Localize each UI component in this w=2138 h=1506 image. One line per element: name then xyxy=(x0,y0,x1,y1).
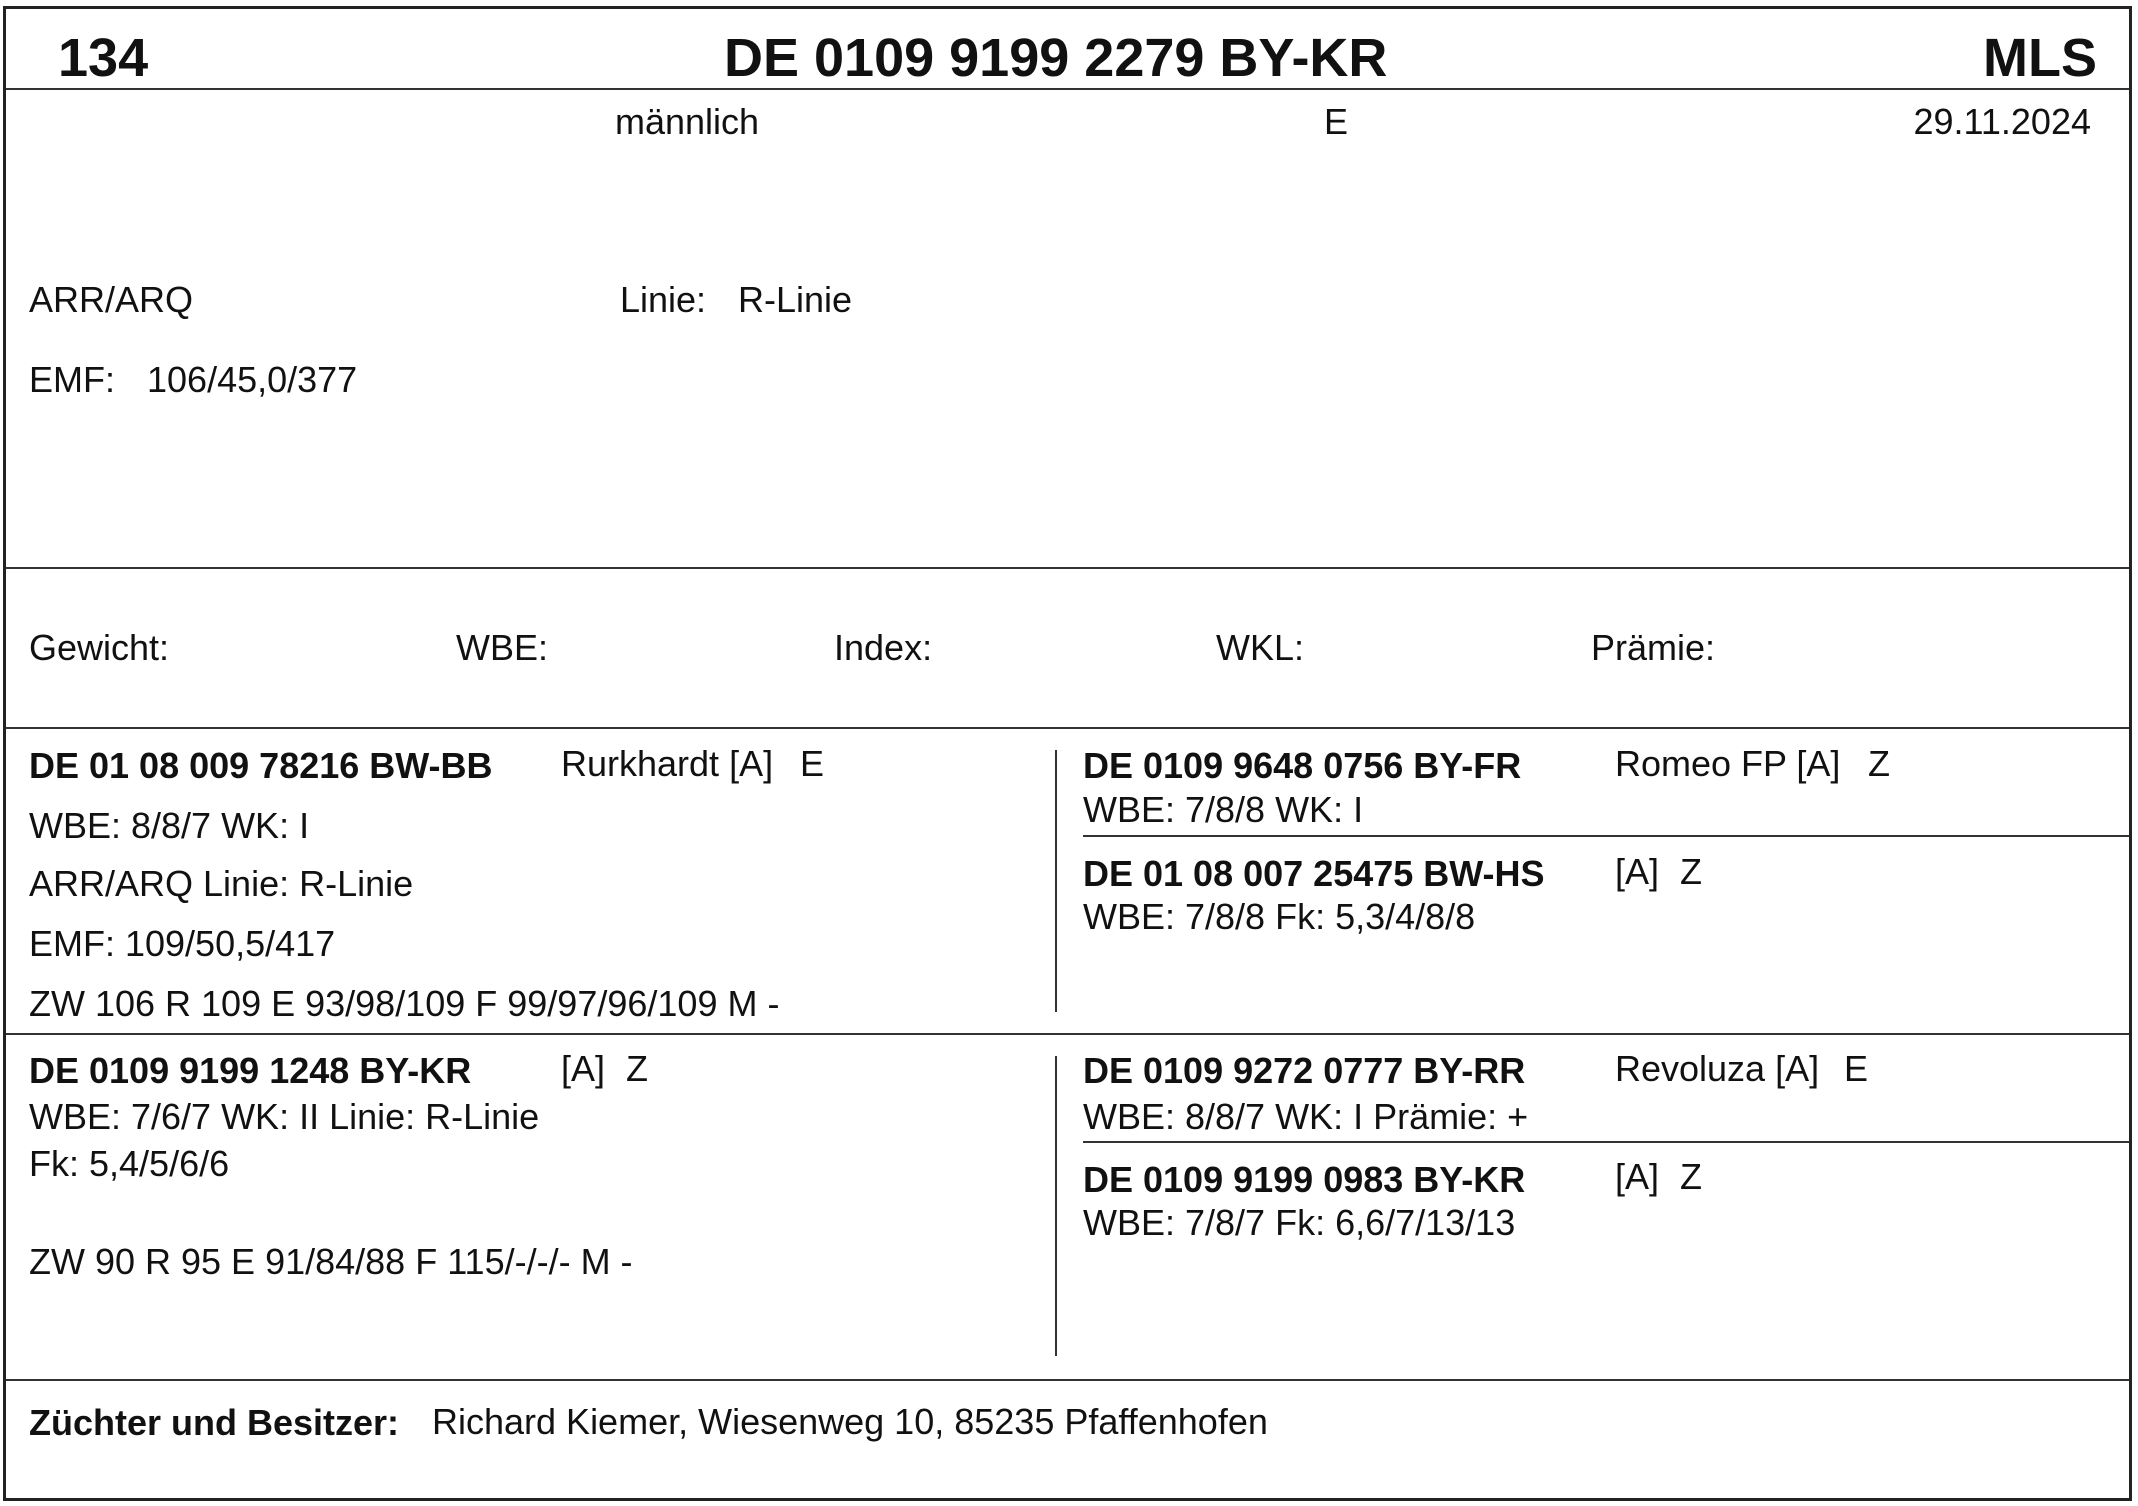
index-label: Index: xyxy=(834,627,933,668)
sire-line-4: ZW 106 R 109 E 93/98/109 F 99/97/96/109 M - xyxy=(29,983,780,1024)
sire-name: Rurkhardt [A] xyxy=(561,743,774,784)
sire-dam-mark: Z xyxy=(1680,851,1702,892)
pedigree-card xyxy=(3,6,2132,1501)
dam-dam-line-1: WBE: 7/8/7 Fk: 6,6/7/13/13 xyxy=(1083,1202,1516,1243)
animal-id: DE 0109 9199 2279 BY-KR xyxy=(724,28,1388,88)
emf-label: EMF: xyxy=(29,359,115,400)
sire-sire-name: Romeo FP [A] xyxy=(1615,743,1841,784)
dam-sire-mark: E xyxy=(1844,1048,1869,1089)
sire-sire-id: DE 0109 9648 0756 BY-FR xyxy=(1083,745,1522,786)
dam-ancestors-divider xyxy=(1083,1141,2129,1143)
linie-value: R-Linie xyxy=(738,279,853,320)
dam-column-divider xyxy=(1055,1056,1057,1356)
dam-line-3: ZW 90 R 95 E 91/84/88 F 115/-/-/- M - xyxy=(29,1241,633,1282)
arr-value: ARR/ARQ xyxy=(29,279,194,320)
linie-label: Linie: xyxy=(620,279,707,320)
breeder-value: Richard Kiemer, Wiesenweg 10, 85235 Pfaffenhofen xyxy=(432,1401,1268,1442)
breeder-divider xyxy=(6,1379,2129,1381)
date-value: 29.11.2024 xyxy=(1913,101,2091,142)
dam-mark: Z xyxy=(626,1048,648,1089)
dam-line-1: WBE: 7/6/7 WK: II Linie: R-Linie xyxy=(29,1096,540,1137)
wbe-label: WBE: xyxy=(456,627,549,668)
dam-id: DE 0109 9199 1248 BY-KR xyxy=(29,1050,472,1091)
gewicht-label: Gewicht: xyxy=(29,627,170,668)
info-divider xyxy=(6,567,2129,569)
sire-sire-line-1: WBE: 7/8/8 WK: I xyxy=(1083,789,1364,830)
stats-divider xyxy=(6,727,2129,729)
dam-sire-line-1: WBE: 8/8/7 WK: I Prämie: + xyxy=(1083,1096,1529,1137)
sire-mark: E xyxy=(800,743,825,784)
praemie-label: Prämie: xyxy=(1591,627,1716,668)
header-divider xyxy=(6,88,2129,90)
sire-dam-name: [A] xyxy=(1615,851,1660,892)
sex-value: männlich xyxy=(615,101,760,142)
dam-line-2: Fk: 5,4/5/6/6 xyxy=(29,1143,230,1184)
dam-dam-id: DE 0109 9199 0983 BY-KR xyxy=(1083,1159,1526,1200)
sire-line-2: ARR/ARQ Linie: R-Linie xyxy=(29,863,414,904)
sire-id: DE 01 08 009 78216 BW-BB xyxy=(29,745,493,786)
sire-column-divider xyxy=(1055,750,1057,1012)
sire-dam-id: DE 01 08 007 25475 BW-HS xyxy=(1083,853,1545,894)
sire-line-3: EMF: 109/50,5/417 xyxy=(29,923,336,964)
wkl-label: WKL: xyxy=(1216,627,1305,668)
sire-line-1: WBE: 8/8/7 WK: I xyxy=(29,805,310,846)
sire-dam-line-1: WBE: 7/8/8 Fk: 5,3/4/8/8 xyxy=(1083,896,1476,937)
breeder-label: Züchter und Besitzer: xyxy=(29,1402,400,1443)
sire-ancestors-divider xyxy=(1083,835,2129,837)
mark-value: E xyxy=(1324,101,1349,142)
dam-sire-name: Revoluza [A] xyxy=(1615,1048,1820,1089)
dam-dam-name: [A] xyxy=(1615,1156,1660,1197)
parents-divider xyxy=(6,1033,2129,1035)
emf-value: 106/45,0/377 xyxy=(147,359,358,400)
dam-dam-mark: Z xyxy=(1680,1156,1702,1197)
breed-code: MLS xyxy=(1983,28,2097,88)
dam-name: [A] xyxy=(561,1048,606,1089)
dam-sire-id: DE 0109 9272 0777 BY-RR xyxy=(1083,1050,1526,1091)
sire-sire-mark: Z xyxy=(1868,743,1890,784)
catalog-number: 134 xyxy=(58,28,149,88)
